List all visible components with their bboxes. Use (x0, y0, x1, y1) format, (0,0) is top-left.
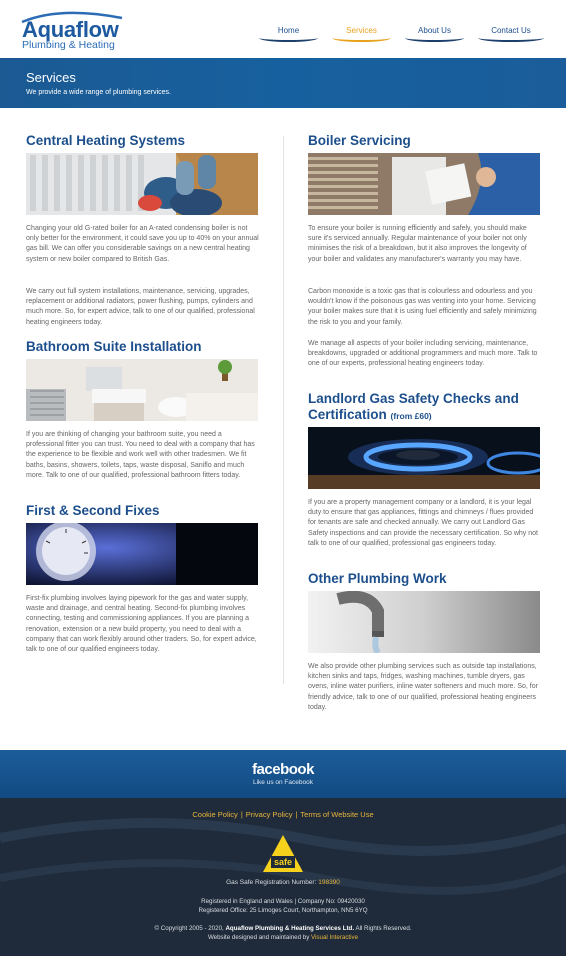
footer-links (0, 810, 566, 819)
logo-subtitle: Plumbing & Heating (22, 39, 115, 51)
gas-hob-image (308, 427, 540, 489)
logo-name: Aquaflow (22, 17, 119, 42)
fixes-text: First-fix plumbing involves laying pipework for the gas and water supply, waste and drainage, and central heating. Second-fix plumbing involves connecting, testing and commissioning appliances. If you are planning a renovation, extension or a new build property, you need to deal with a company that can work flexibly around other traders. So, for expert advice, talk to one of our qualified engineers today. (26, 595, 257, 654)
other-work-text: We also provide other plumbing services such as outside tap installations, kitchen sinks and taps, fridges, washing machines, tumble dryers, gas ovens, inline water purifiers, inline water softeners and much more. So, for friendly advice, talk to one of our qualified, professional heating engineers today. (308, 663, 538, 711)
landlord-title-text: Landlord Gas Safety Checks and Certification (308, 391, 519, 422)
landlord-price: (from £60) (390, 411, 432, 421)
design-prefix: Website designed and maintained by (207, 934, 310, 941)
company-name: Aquaflow Plumbing & Heating Services Ltd. (225, 925, 355, 932)
site-header (0, 0, 566, 58)
boiler-title: Boiler Servicing (308, 133, 411, 148)
footer-link-separator: | (240, 810, 243, 819)
page-title: Services (26, 70, 76, 85)
central-heating-text-1: Changing your old G-rated boiler for an A-rated condensing boiler is not only better for the environment, it could save you up to 40% on your annual gas bill. We can offer you considerable savings on a new central heating system or new boiler compared to British Gas. (26, 225, 259, 263)
gas-safe-logo-icon (262, 834, 304, 874)
boiler-text-2: Carbon monoxide is a toxic gas that is colourless and odourless and you wouldn't know if the poisonous gas was venting into your home. Servicing your boiler makes sure that it is using fuel efficiently and safely minimizing the risk to you and your family. (308, 288, 537, 326)
facebook-band[interactable] (0, 750, 566, 798)
central-heating-title: Central Heating Systems (26, 133, 186, 148)
gas-safe-label: Gas Safe Registration Number: (226, 879, 317, 886)
boiler-text-1: To ensure your boiler is running efficiently and safely, you should make sure it's serviced annually. Regular maintenance of your boiler not only minimises the risk of a breakdown, but it also improves the longevity of your boiler and validates any manufacturer's warranty you may have. (308, 225, 527, 263)
copyright (0, 925, 566, 932)
landlord-title (308, 391, 548, 424)
facebook-logo[interactable]: facebook (252, 761, 314, 778)
bathroom-image (26, 359, 258, 421)
footer-wave-decoration (0, 798, 566, 956)
central-heating-image (26, 153, 258, 215)
bathroom-title: Bathroom Suite Installation (26, 339, 202, 354)
facebook-like-link[interactable]: Like us on Facebook (253, 779, 313, 786)
page-banner (0, 58, 566, 108)
page-subtitle: We provide a wide range of plumbing services. (26, 89, 172, 96)
footer-link-separator: | (295, 810, 298, 819)
nav-contact-us[interactable]: Contact Us (476, 22, 546, 42)
landlord-text: If you are a property management company or a landlord, it is your legal duty to ensure that gas appliances, fittings and chimneys / flues provided for tenants are safe and checked annually. We carry out Landlord Gas Safety inspections and can provide the necessary certification. So why not talk to one of our qualified, professional gas engineers today. (308, 499, 538, 547)
company-registration: Registered in England and Wales | Company No: 09420030 (201, 898, 365, 905)
designer-link[interactable]: Visual Interactive (311, 934, 359, 941)
main-nav (257, 22, 546, 42)
cookie-policy-link[interactable]: Cookie Policy (192, 810, 238, 819)
fixes-image (26, 523, 258, 585)
gas-safe-registration (0, 879, 566, 886)
nav-services[interactable]: Services (330, 22, 393, 42)
central-heating-text-2: We carry out full system installations, maintenance, servicing, upgrades, replacement or additional radiators, power flushing, pumps, cylinders and much more. So, for expert advice, talk to one of our qualified, professional heating engineers today. (26, 288, 255, 326)
nav-home[interactable]: Home (257, 22, 320, 42)
svg-text:safe: safe (273, 857, 293, 867)
designer-credit (0, 934, 566, 941)
registered-office: Registered Office: 25 Limoges Court, Northampton, NN5 6YQ (198, 907, 368, 914)
copyright-suffix: All Rights Reserved. (355, 925, 412, 932)
column-divider (283, 136, 284, 684)
fixes-title: First & Second Fixes (26, 503, 160, 518)
boiler-text-3: We manage all aspects of your boiler including servicing, maintenance, breakdowns, upgraded or additional programmers and much more. Talk to one of our experts, professional heating engineers today. (308, 340, 538, 368)
boiler-image (308, 153, 540, 215)
copyright-prefix: © Copyright 2005 - 2020, (154, 925, 224, 932)
bathroom-text: If you are thinking of changing your bathroom suite, you need a professional fitter you can trust. You need to deal with a company that has the experience to be flexible and work well with other tradesmen. We fit baths, basins, showers, toilets, taps, waste disposal, Saniflo and much more. Talk to one of our qualified, professional bathroom fitters today. (26, 431, 255, 479)
privacy-policy-link[interactable]: Privacy Policy (245, 810, 293, 819)
tap-image (308, 591, 540, 653)
site-footer (0, 798, 566, 956)
nav-about-us[interactable]: About Us (403, 22, 466, 42)
other-work-title: Other Plumbing Work (308, 571, 447, 586)
aquaflow-logo[interactable] (20, 8, 130, 52)
terms-link[interactable]: Terms of Website Use (300, 810, 374, 819)
gas-safe-number: 198390 (318, 879, 340, 886)
